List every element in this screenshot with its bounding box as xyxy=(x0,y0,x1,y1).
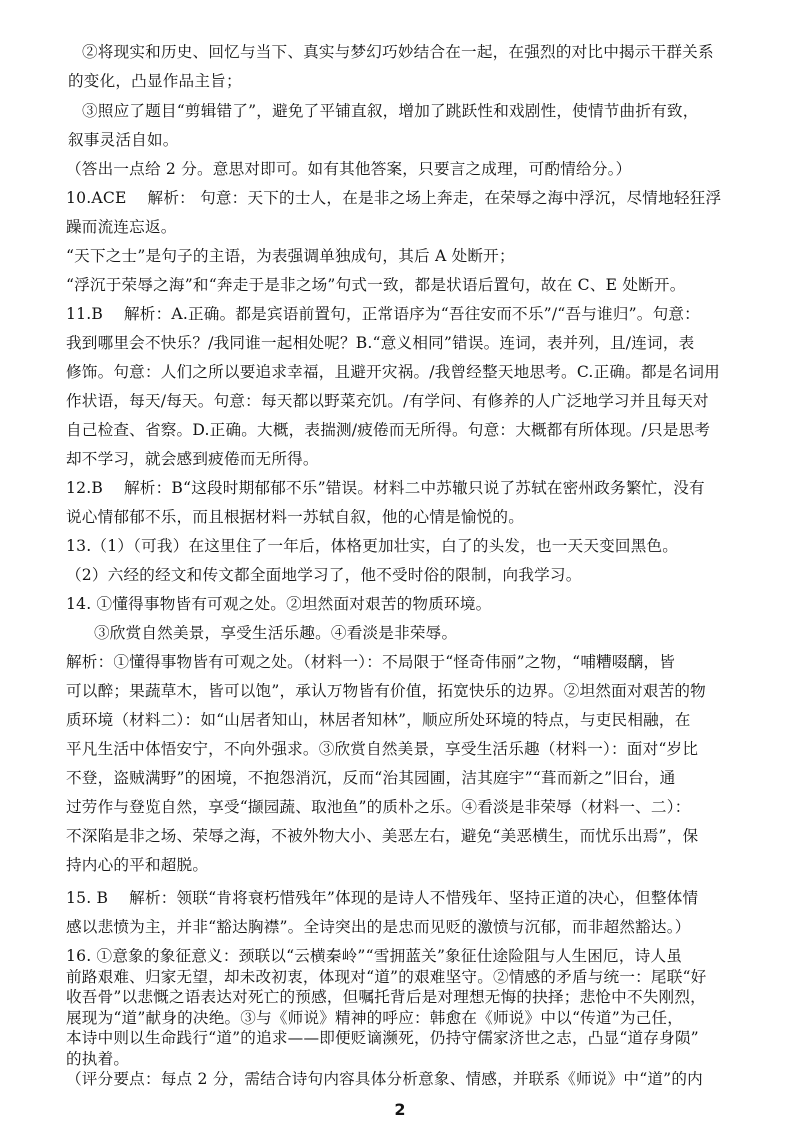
text-line: 作状语，每天/每天。句意：每天都以野菜充饥。/有学问、有修养的人广泛地学习并且每天对 xyxy=(66,392,709,410)
text-line: “天下之士”是句子的主语，为表强调单独成句，其后 A 处断开； xyxy=(66,247,515,265)
text-line: ②将现实和历史、回忆与当下、真实与梦幻巧妙结合在一起，在强烈的对比中揭示干群关系 xyxy=(82,43,714,61)
text-line: “浮沉于荣辱之海”和“奔走于是非之场”句式一致，都是状语后置句，故在 C、E 处断开。 xyxy=(66,276,686,294)
text-line: 解析：①懂得事物皆有可观之处。（材料一）：不局限于“怪奇伟丽”之物，“哺糟啜醨，皆 xyxy=(66,653,676,671)
text-line: ③欣赏自然美景，享受生活乐趣。④看淡是非荣辱。 xyxy=(94,624,458,642)
text-line: 的执着。 xyxy=(66,1049,130,1068)
text-line: 收吾骨”以悲慨之语表达对死亡的预感，但嘱托背后是对理想无悔的抉择；悲怆中不失刚烈， xyxy=(66,988,706,1006)
text-line: 13.（1）（可我）在这里住了一年后，体格更加壮实，白了的头发，也一天天变回黑色。 xyxy=(66,537,679,555)
text-line: 我到哪里会不快乐？/我同谁一起相处呢？B.“意义相同”错误。连词，表并列，且/连词，表 xyxy=(66,334,695,352)
text-line: 平凡生活中体悟安宁，不向外强求。③欣赏自然美景，享受生活乐趣（材料一）：面对“岁比 xyxy=(66,740,699,758)
text-line: 修饰。句意：人们之所以要追求幸福，且避开灾祸。/我曾经整天地思考。C.正确。都是名词用 xyxy=(66,363,720,381)
text-line: 16. ①意象的象征意义：颈联以“云横秦岭”“雪拥蓝关”象征仕途险阻与人生困厄，诗人虽 xyxy=(66,947,683,965)
text-line: 14. ①懂得事物皆有可观之处。②坦然面对艰苦的物质环境。 xyxy=(66,595,492,613)
text-line: 感以悲愤为主，并非“豁达胸襟”。全诗突出的是忠而见贬的激愤与沉郁，而非超然豁达。） xyxy=(66,918,691,936)
text-line: 自己检查、省察。D.正确。大概，表揣测/疲倦而无所得。句意：大概都有所体现。/只是思考 xyxy=(66,421,711,439)
text-line: 却不学习，就会感到疲倦而无所得。 xyxy=(66,450,319,468)
text-line: 过劳作与登览自然，享受“撷园蔬、取池鱼”的质朴之乐。④看淡是非荣辱（材料一、二）： xyxy=(66,798,691,816)
text-line: 说心情郁郁不乐，而且根据材料一苏轼自叙，他的心情是愉悦的。 xyxy=(66,508,525,526)
text-line: 展现为“道”献身的决绝。③与《师说》精神的呼应：韩愈在《师说》中以“传道”为己任， xyxy=(66,1008,684,1027)
text-line: 躁而流连忘返。 xyxy=(66,218,177,236)
text-line: 的变化，凸显作品主旨； xyxy=(68,72,242,90)
text-line: 10.ACE 解析： 句意：天下的士人，在是非之场上奔走，在荣辱之海中浮沉，尽情地轻狂浮 xyxy=(66,189,722,207)
text-line: （评分要点：每点 2 分，需结合诗句内容具体分析意象、情感，并联系《师说》中“道”的内 xyxy=(66,1070,703,1088)
text-line: 前路艰难、归家无望，却未改初衷，体现对“道”的艰难坚守。②情感的矛盾与统一：尾联“好 xyxy=(66,967,707,986)
text-line: 质环境（材料二）：如“山居者知山，林居者知林”，顺应所处环境的特点，与吏民相融，在 xyxy=(66,711,691,729)
text-line: 不深陷是非之场、荣辱之海，不被外物大小、美恶左右，避免“美恶横生，而忧乐出焉”，保 xyxy=(66,827,699,845)
text-line: 12.B 解析：B“这段时期郁郁不乐”错误。材料二中苏辙只说了苏轼在密州政务繁忙，没有 xyxy=(66,479,705,497)
text-line: 本诗中则以生命践行“道”的追求——即便贬谪濒死，仍持守儒家济世之志，凸显“道存身陨” xyxy=(66,1029,699,1047)
text-line: 持内心的平和超脱。 xyxy=(66,856,209,874)
page-number: 2 xyxy=(394,1100,406,1119)
text-line: 不登，盗贼满野”的困境，不抱怨消沉，反而“治其园圃，洁其庭宇”“葺而新之”旧台，通 xyxy=(66,769,676,787)
text-line: 15. B 解析：领联“肯将衰朽惜残年”体现的是诗人不惜残年、坚持正道的决心，但整体情 xyxy=(66,889,699,907)
text-line: （2）六经的经文和传文都全面地学习了，他不受时俗的限制，向我学习。 xyxy=(66,566,582,584)
text-line: （答出一点给 2 分。意思对即可。如有其他答案，只要言之成理，可酌情给分。） xyxy=(66,160,632,178)
text-line: 11.B 解析：A.正确。都是宾语前置句，正常语序为“吾往安而不乐”/“吾与谁归”。句意： xyxy=(66,305,700,323)
text-line: 可以醉；果蔬草木，皆可以饱”，承认万物皆有价值，拓宽快乐的边界。②坦然面对艰苦的物 xyxy=(66,682,706,700)
text-line: ③照应了题目“剪辑错了”，避免了平铺直叙，增加了跳跃性和戏剧性，使情节曲折有致， xyxy=(82,102,699,120)
text-line: 叙事灵活自如。 xyxy=(68,131,179,149)
